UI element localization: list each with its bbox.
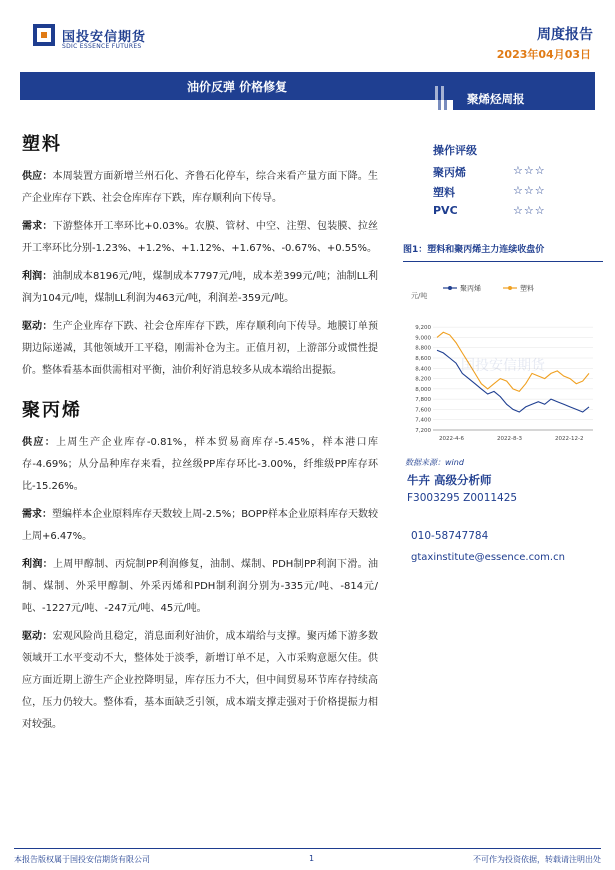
legend-label: 聚丙烯 — [460, 284, 481, 293]
price-line-chart — [403, 270, 603, 450]
report-type: 周度报告 — [537, 27, 593, 43]
star-icon: ☆☆☆ — [513, 184, 546, 197]
rating-name: PVC — [433, 204, 458, 217]
rating-row-plastic — [433, 184, 593, 200]
label: 供应： — [22, 437, 57, 448]
page-header — [0, 0, 615, 70]
star-icon: ☆☆☆ — [513, 204, 546, 217]
section-title-pp: 聚丙烯 — [22, 400, 82, 421]
x-tick-label: 2022-8-3 — [497, 436, 522, 442]
text: 上周生产企业库存-0.81%，样本贸易商库存-5.45%，样本港口库存-4.69%；从分品种库存来看，拉丝级PP库存环比-3.00%，纤维级PP库存环比-15.26%。 — [22, 437, 378, 492]
pp-supply — [22, 432, 378, 498]
rating-heading: 操作评级 — [433, 144, 477, 157]
y-tick-label: 7,200 — [415, 428, 431, 434]
legend-label: 塑料 — [520, 284, 534, 293]
y-tick-label: 8,200 — [415, 376, 431, 383]
pp-profit — [22, 554, 378, 620]
text: 生产企业库存下跌、社会仓库库存下跌，库存顺利向下传导。地膜订单预期边际递减，其他领域开工平稳，刚需补仓为主。正值月初，上游部分或惯性提价。整体看基本面供需相对平衡，油价利好消息较多从成本端给出提振。 — [22, 321, 379, 376]
label: 需求： — [22, 509, 53, 520]
star-icon: ☆☆☆ — [513, 164, 546, 177]
y-tick-label: 7,800 — [415, 397, 431, 404]
figure-title: 图1：塑料和聚丙烯主力连续收盘价 — [403, 242, 603, 262]
footer-disclaimer: 不可作为投资依据，转载请注明出处 — [473, 855, 601, 864]
report-title: 油价反弹 价格修复 — [187, 80, 288, 94]
figure-source: 数据来源：wind — [405, 458, 464, 467]
pp-driver — [22, 626, 378, 736]
label: 利润： — [22, 559, 53, 570]
plastic-driver — [22, 316, 378, 382]
x-axis — [433, 430, 593, 442]
analyst-name: 牛卉 高级分析师 — [407, 473, 492, 487]
footer-divider — [14, 848, 601, 849]
text: 油制成本8196元/吨，煤制成本7797元/吨，成本差399元/吨；油制LL利润为104元/吨，煤制LL利润为463元/吨，利润差-359元/吨。 — [22, 271, 378, 304]
plastic-profit — [22, 266, 378, 310]
label: 供应： — [22, 171, 53, 182]
text: 下游整体开工率环比+0.03%。农膜、管材、中空、注塑、包装膜、拉丝开工率环比分别-1.23%、+1.2%、+1.12%、+1.67%、-0.67%、+0.55%。 — [22, 221, 379, 254]
text: 上周甲醇制、丙烷制PP利润修复，油制、煤制、PDH制PP利润下滑。油制、煤制、外采甲醇制、外采丙烯和PDH制利润分别为-335元/吨、-814元/吨、-1227元/吨、-247元/吨、45元/吨。 — [22, 559, 378, 614]
company-logo-icon — [33, 24, 55, 46]
report-category-label: 聚烯烃周报 — [467, 92, 525, 106]
text: 宏观风险尚且稳定，消息面利好油价，成本端给与支撑。聚丙烯下游多数领域开工水平变动不大，整体处于淡季，新增订单不足，入市采购意愿欠佳。供应方面近期上游生产企业控降明显，库存压力不大，但中间贸易环节库存持续高位，压力仍较大。整体看，基本面缺乏引领，成本端支撑走强对于价格提振力相对较强。 — [22, 631, 379, 730]
report-date: 2023年04月03日 — [496, 48, 591, 61]
company-name-cn: 国投安信期货 — [62, 30, 147, 45]
y-tick-label: 7,600 — [415, 407, 431, 414]
pp-demand — [22, 504, 378, 548]
label: 驱动： — [22, 321, 53, 332]
x-tick-label: 2022-12-2 — [555, 436, 584, 442]
y-tick-label: 8,800 — [415, 345, 431, 352]
page-footer — [0, 848, 615, 870]
y-tick-label: 7,400 — [415, 417, 431, 424]
analyst-phone: 010-58747784 — [411, 530, 489, 542]
label: 需求： — [22, 221, 53, 232]
legend-marker — [448, 286, 452, 290]
footer-copyright: 本报告版权属于国投安信期货有限公司 — [14, 855, 150, 864]
y-tick-label: 9,200 — [415, 325, 431, 332]
label: 利润： — [22, 271, 53, 282]
y-tick-label: 8,400 — [415, 366, 431, 373]
y-axis-label: 元/吨 — [411, 292, 428, 300]
company-name-en: SDIC ESSENCE FUTURES — [62, 43, 142, 50]
y-tick-label: 9,000 — [415, 335, 431, 342]
section-title-plastic: 塑料 — [22, 134, 62, 155]
page-number: 1 — [309, 854, 315, 863]
watermark: 国投安信期货 — [461, 358, 545, 374]
text: 本周装置方面新增兰州石化、齐鲁石化停车，综合来看产量方面下降。生产企业库存下跌、社会仓库库存下跌，库存顺利向下传导。 — [22, 171, 379, 204]
analyst-cert: F3003295 Z0011425 — [407, 492, 518, 504]
banner-stripe-decoration — [435, 86, 447, 110]
rating-row-pp — [433, 164, 593, 180]
text: 塑编样本企业原料库存天数较上周-2.5%；BOPP样本企业原料库存天数较上周+6.47%。 — [22, 509, 378, 542]
rating-name: 聚丙烯 — [433, 166, 466, 179]
plastic-demand — [22, 216, 378, 260]
analyst-email[interactable]: gtaxinstitute@essence.com.cn — [411, 552, 565, 563]
chart-legend — [443, 284, 534, 293]
report-category-tab — [453, 86, 595, 110]
y-tick-label: 8,000 — [415, 386, 431, 393]
rating-name: 塑料 — [433, 186, 455, 199]
plastic-supply — [22, 166, 378, 210]
rating-row-pvc — [433, 204, 593, 217]
label: 驱动： — [22, 631, 53, 642]
legend-marker — [508, 286, 512, 290]
x-tick-label: 2022-4-6 — [439, 436, 464, 442]
y-tick-label: 8,600 — [415, 356, 431, 362]
main-content — [22, 130, 378, 742]
